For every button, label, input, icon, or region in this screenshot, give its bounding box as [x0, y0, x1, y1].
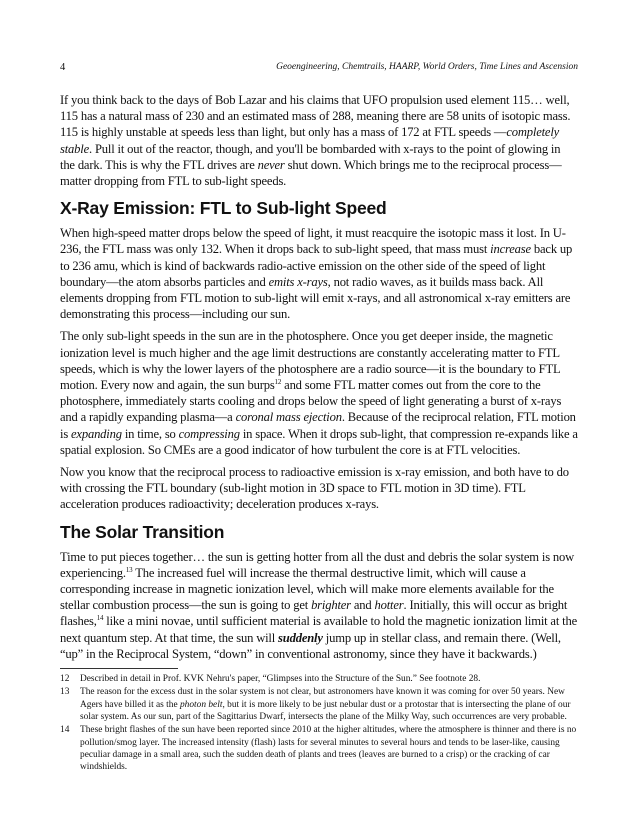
footnote-ref-12: 12	[274, 377, 282, 386]
footnote-12: 12 Described in detail in Prof. KVK Nehru's paper, “Glimpses into the Structure of the Sun.” See footnote 28.	[60, 674, 481, 685]
xray-paragraph-2: The only sub-light speeds in the sun are in the photosphere. Once you get deeper inside, the magnetic ionization level is much higher and the age limit destructions are constantly accelerating matter to FTL speeds, which is why the lower layers of the photosphere are a radio source—it is the boundary to FTL motion. Every now and again, the sun burps$^{12}$ and some FTL matter comes out from the core to the photosphere, immediately starts cooling and drops below the speed of light generating a burst of x-rays and a rapidly expanding plasma—a coronal mass ejection. Because of the reciprocal relation, FTL motion is expanding in time, so compressing in space. When it drops sub-light, that compression re-expands like a spatial explosion. So CMEs are a good indicator of how turbulent the core is at FTL velocities.	[60, 329, 578, 457]
solar-paragraph-1: Time to put pieces together… the sun is getting hotter from all the dust and debris the solar system is now experiencing.$^{13}$ The increased fuel will increase the thermal destructive limit, which will cause a corresponding increase in magnetic ionization level, which will make more elements available for the stellar combustion process—the sun is going to get brighter and hotter. Initially, this will occur as bright flashes,$^{14}$ like a mini novae, until sufficient material is available to hold the magnetic ionization limit at the next quantum step. At that time, the sun will suddenly jump up in stellar class, and remain there. (Well, “up” in the Reciprocal System, “down” in conventional astronomy, since they have it backwards.)	[60, 549, 577, 661]
xray-paragraph-1: When high-speed matter drops below the speed of light, it must reacquire the isotopic mass it lost. In U-236, the FTL mass was only 132. When it drops back to sub-light speed, that mass must increase back up to 236 amu, which is kind of backwards radio-active emission on the other side of the speed of light boundary—the atom absorbs particles and emits x-rays, not radio waves, as it builds mass back. All elements dropping from FTL motion to sub-light will emit x-rays, and all astronomical x-ray emitters are demonstrating this process—including our sun.	[60, 226, 573, 322]
running-title: Geoengineering, Chemtrails, HAARP, World Orders, Time Lines and Ascension	[276, 62, 578, 72]
footnote-14: 14 These bright flashes of the sun have been reported since 2010 at the higher altitudes, where the atmosphere is thinner and there is no pollution/smog layer. The increased intensity (flash) lasts for several minutes to several hours and tends to be laser-like, causing peculiar damage in a small area, such the sudden death of plants and trees (leaves are burned to a crisp) or the cracking of car windshields.	[60, 725, 577, 773]
footnote-ref-13: 13	[125, 565, 133, 574]
page-header	[60, 62, 578, 78]
footnote-divider	[60, 668, 178, 669]
section-heading-xray: X-Ray Emission: FTL to Sub-light Speed	[60, 198, 387, 219]
xray-paragraph-3: Now you know that the reciprocal process to radioactive emission is x-ray emission, and both have to do with crossing the FTL boundary (sub-light motion in 3D space to FTL motion in 3D time). FTL acceleration produces radioactivity; deceleration produces x-rays.	[60, 465, 569, 512]
footnote-ref-14: 14	[96, 614, 104, 623]
footnote-13: 13 The reason for the excess dust in the solar system is not clear, but astronomers have known it was coming for over 50 years. New Agers have billed it as the photon belt, but it is more likely to be just nebular dust or a protostar that is intersecting the plane of our solar system. As our sun, part of the Sagittarius Dwarf, intersects the plane of the Milky Way, such occurrences are very probable.	[60, 687, 571, 722]
section-heading-solar-transition: The Solar Transition	[60, 521, 225, 542]
page-number: 4	[60, 62, 66, 73]
intro-paragraph: If you think back to the days of Bob Lazar and his claims that UFO propulsion used element 115… well, 115 has a natural mass of 230 and an estimated mass of 288, meaning there are 58 units of isotopic mass. 115 is highly unstable at speeds less than light, but only has a mass of 172 at FTL speeds —completely stable. Pull it out of the reactor, though, and you'll be bombarded with x-rays to the point of glowing in the dark. This is why the FTL drives are never shut down. Which brings me to the reciprocal process—matter dropping from FTL to sub-light speeds.	[60, 93, 571, 189]
page-body	[60, 92, 578, 774]
